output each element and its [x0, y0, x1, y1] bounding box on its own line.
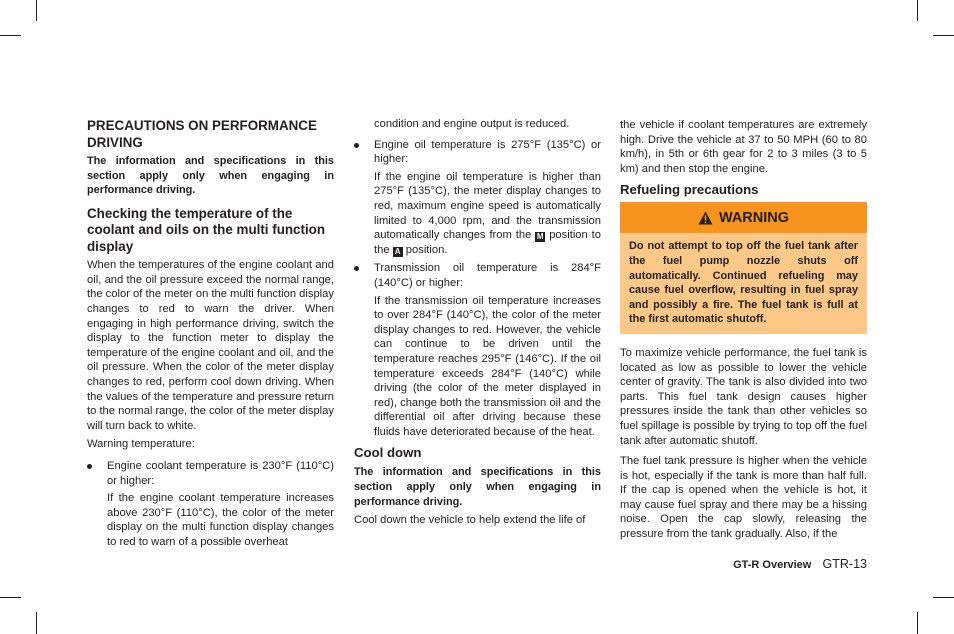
bullet-engine-coolant — [87, 459, 334, 550]
bullet-dot-icon — [354, 143, 359, 148]
bullet-transmission-oil — [354, 261, 601, 439]
paragraph-fuel-tank: To maximize vehicle performance, the fuel tank is located as low as possible to lower the vehicle center of gravity. The tank is also divided into two parts. This fuel tank design causes higher pressures inside the tank than other vehicles so fuel spillage is possible by trying to top off the fuel tank after automatic shutoff. — [620, 346, 867, 447]
crop-mark — [917, 612, 918, 634]
crop-mark — [917, 0, 918, 21]
subheading-temperature: Checking the temperature of the coolant and oils on the multi function display — [87, 205, 326, 254]
bullet-dot-icon — [354, 266, 359, 271]
bullet-lead: Transmission oil temperature is 284°F (140°C) or higher: — [374, 262, 601, 289]
warning-body: Do not attempt to top off the fuel tank after the fuel pump nozzle shuts off automatically. Continued refueling may cause fuel overflow, resulting in fuel spray and possibly a fire. The fuel tank is full at the first automatic shutoff. — [620, 233, 867, 334]
refueling-heading: Refueling precautions — [620, 182, 759, 198]
continued-text: the vehicle if coolant temperatures are extremely high. Drive the vehicle at 37 to 50 MPH (60 to 80 km/h), in 5th or 6th gear for 2 to 3 miles (3 to 5 km) and then stop the engine. — [620, 119, 867, 175]
crop-mark — [0, 597, 21, 598]
bullet-body — [374, 170, 601, 258]
bullet-lead: Engine coolant temperature is 230°F (110°C) or higher: — [107, 460, 334, 487]
column-left — [87, 118, 334, 554]
warning-temperature-label: Warning temperature: — [87, 438, 195, 451]
bullet-body: If the transmission oil temperature increases to over 284°F (140°C), the color of the meter display changes to red. However, the vehicle can continue to be driven until the temperature reaches 295°F (146°C). If the oil temperature exceeds 284°F (140°C) while driving (the color of the meter displayed in red), change both the transmission oil and the differential oil after driving because these fluids have deteriorated because of the heat. — [374, 294, 601, 438]
page-number: GTR-13 — [822, 557, 867, 571]
section-intro: The information and specifications in this section apply only when engaging in performance driving. — [87, 155, 334, 197]
footer-section-name: GT-R Overview — [733, 559, 812, 571]
column-middle — [354, 117, 601, 532]
cooldown-intro: The information and specifications in this section apply only when engaging in performance driving. — [354, 466, 601, 508]
paragraph-fuel-pressure: The fuel tank pressure is higher when the vehicle is hot, especially if the tank is more than half full. If the cap is opened when the vehicle is hot, it may cause fuel spray and there may be a hissing noise. Open the cap slowly, releasing the pressure from the tank gradually. Also, if the — [620, 455, 867, 541]
bullet-body-b: position to the — [374, 229, 602, 256]
a-position-icon: A — [393, 247, 403, 257]
bullet-engine-oil — [354, 138, 601, 258]
cooldown-text: Cool down the vehicle to help extend the life of — [354, 514, 586, 527]
crop-mark — [933, 597, 954, 598]
bullet-body: If the engine coolant temperature increases above 230°F (110°C), the color of the meter display on the multi function display changes to red to warn of a possible overheat — [107, 492, 334, 548]
crop-mark — [933, 35, 954, 36]
crop-mark — [36, 612, 37, 634]
bullet-dot-icon — [87, 464, 92, 469]
bullet-body-c: position. — [405, 243, 448, 256]
m-position-icon: M — [536, 232, 544, 242]
crop-mark — [0, 35, 21, 36]
section-title: PRECAUTIONS ON PERFORMANCE DRIVING — [87, 118, 317, 150]
page-footer — [733, 557, 867, 571]
warning-header — [620, 202, 867, 233]
bullet-body-a: If the engine oil temperature is higher than 275°F (135°C), the meter display changes to red, maximum engine speed is automatically limited to 4,000 rpm, and the transmission automatically changes from the — [374, 170, 601, 242]
column-right — [620, 118, 867, 546]
bullet-lead: Engine oil temperature is 275°F (135°C) or higher: — [374, 138, 601, 166]
crop-mark — [36, 0, 37, 21]
warning-title: WARNING — [718, 209, 790, 226]
continued-text: condition and engine output is reduced. — [374, 118, 570, 130]
warning-triangle-icon — [698, 211, 713, 225]
cooldown-heading: Cool down — [354, 445, 422, 461]
paragraph-temperature: When the temperatures of the engine coolant and oil, and the oil pressure exceed the normal range, the color of the meter on the multi function display changes to red to warn the driver. When engaging in high performance driving, switch the display to the function meter to display the temperature of the engine coolant and oil, and the oil pressure. When the color of the meter display changes to red, perform cool down driving. When the values of the temperature and pressure return to the normal range, the color of the meter display will turn back to white. — [87, 259, 334, 432]
